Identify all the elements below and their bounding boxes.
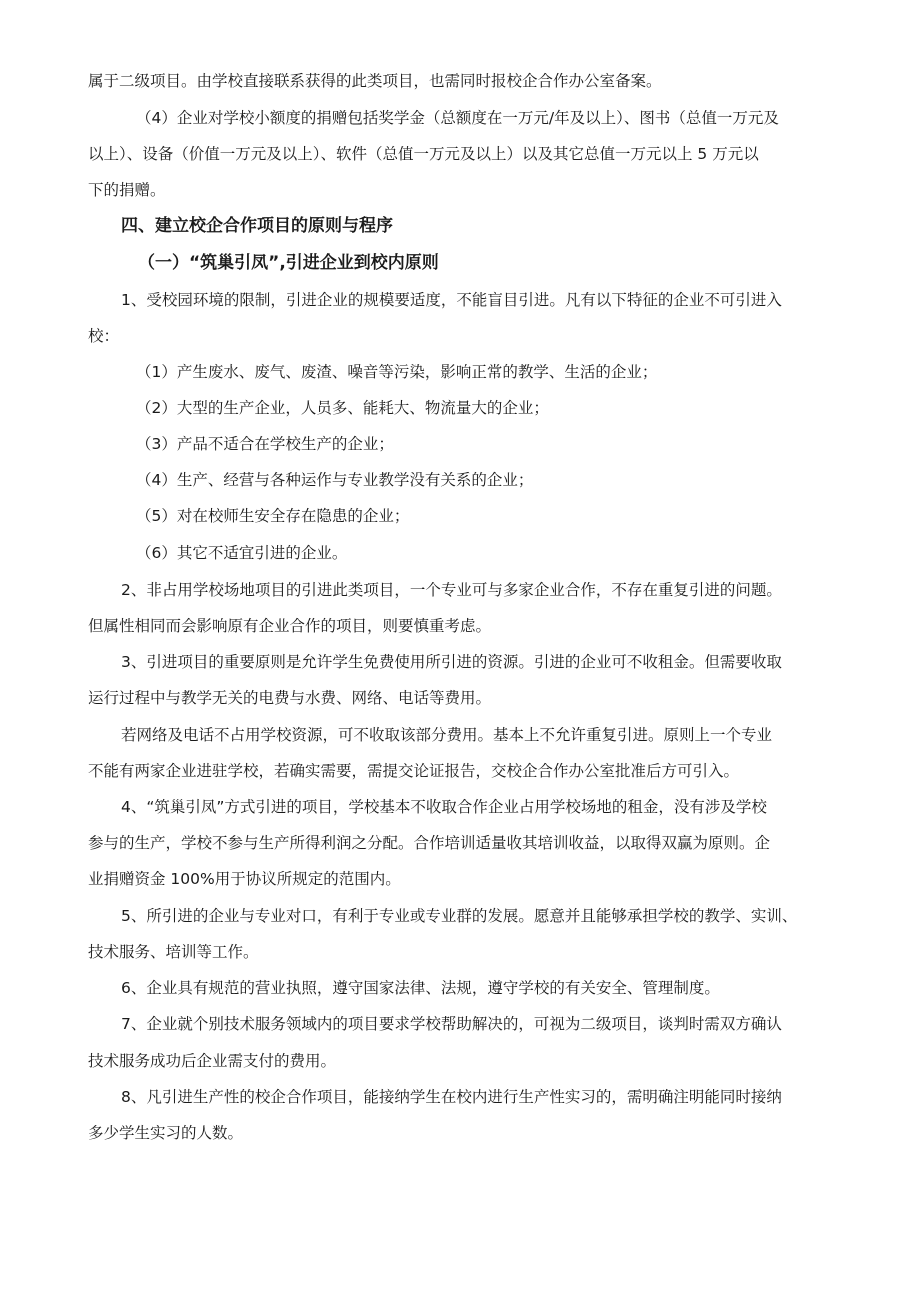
paragraph-line: 4、“筑巢引凤”方式引进的项目，学校基本不收取合作企业占用学校场地的租金，没有涉及学校	[121, 798, 767, 816]
paragraph-line: 8、凡引进生产性的校企合作项目，能接纳学生在校内进行生产性实习的，需明确注明能同时接纳	[121, 1088, 782, 1106]
paragraph-line: 2、非占用学校场地项目的引进此类项目，一个专业可与多家企业合作，不存在重复引进的问题。	[121, 581, 782, 599]
list-item: （3）产品不适合在学校生产的企业；	[136, 435, 394, 453]
paragraph-line: 以上）、设备（价值一万元及以上）、软件（总值一万元及以上）以及其它总值一万元以上 5 万元以	[88, 145, 759, 163]
paragraph-line: 下的捐赠。	[88, 181, 166, 199]
paragraph-line: 不能有两家企业进驻学校，若确实需要，需提交论证报告，交校企合作办公室批准后方可引入。	[88, 762, 740, 780]
paragraph-line: 属于二级项目。由学校直接联系获得的此类项目，也需同时报校企合作办公室备案。	[88, 72, 662, 90]
list-item: （6）其它不适宜引进的企业。	[136, 544, 348, 562]
paragraph-line: （4）企业对学校小额度的捐赠包括奖学金（总额度在一万元/年及以上）、图书（总值一万元及	[136, 109, 779, 127]
paragraph-line: 5、所引进的企业与专业对口，有利于专业或专业群的发展。愿意并且能够承担学校的教学、实训、	[121, 907, 798, 925]
list-item: （1）产生废水、废气、废渣、噪音等污染，影响正常的教学、生活的企业；	[136, 363, 658, 381]
paragraph-line: 7、企业就个别技术服务领域内的项目要求学校帮助解决的，可视为二级项目，谈判时需双方确认	[121, 1015, 782, 1033]
paragraph-line: 业捐赠资金 100%用于协议所规定的范围内。	[88, 870, 401, 888]
paragraph-line: 技术服务成功后企业需支付的费用。	[88, 1052, 337, 1070]
paragraph-line: 校：	[88, 327, 120, 345]
list-item: （5）对在校师生安全存在隐患的企业；	[136, 507, 410, 525]
paragraph-line: 参与的生产，学校不参与生产所得利润之分配。合作培训适量收其培训收益，以取得双赢为原则。企	[88, 834, 771, 852]
list-item: （2）大型的生产企业，人员多、能耗大、物流量大的企业；	[136, 399, 549, 417]
subsection-heading: （一）“筑巢引凤”,引进企业到校内原则	[138, 253, 439, 273]
paragraph-line: 运行过程中与教学无关的电费与水费、网络、电话等费用。	[88, 689, 492, 707]
list-item: （4）生产、经营与各种运作与专业教学没有关系的企业；	[136, 471, 534, 489]
paragraph-line: 但属性相同而会影响原有企业合作的项目，则要慎重考虑。	[88, 617, 492, 635]
section-heading: 四、建立校企合作项目的原则与程序	[121, 216, 393, 236]
paragraph-line: 多少学生实习的人数。	[88, 1124, 244, 1142]
paragraph-line: 若网络及电话不占用学校资源，可不收取该部分费用。基本上不允许重复引进。原则上一个专业	[121, 726, 773, 744]
paragraph-line: 3、引进项目的重要原则是允许学生免费使用所引进的资源。引进的企业可不收租金。但需要收取	[121, 653, 782, 671]
paragraph-line: 6、企业具有规范的营业执照，遵守国家法律、法规，遵守学校的有关安全、管理制度。	[121, 979, 720, 997]
paragraph-line: 1、受校园环境的限制，引进企业的规模要适度，不能盲目引进。凡有以下特征的企业不可引进入	[121, 291, 782, 309]
paragraph-line: 技术服务、培训等工作。	[88, 943, 259, 961]
